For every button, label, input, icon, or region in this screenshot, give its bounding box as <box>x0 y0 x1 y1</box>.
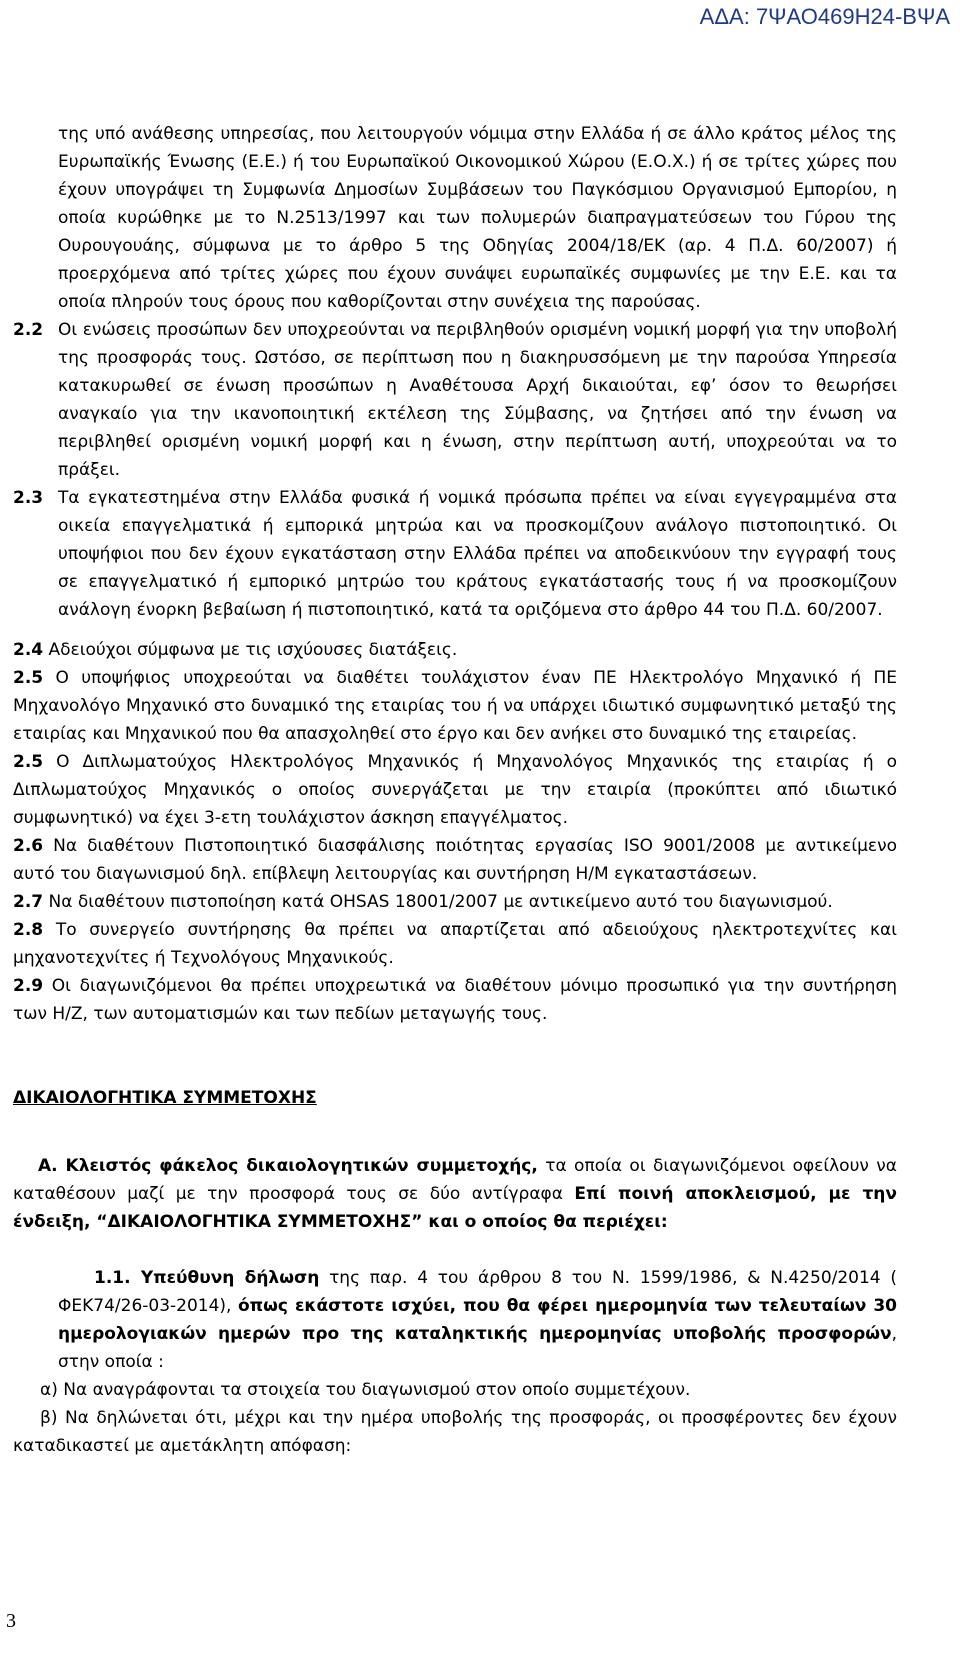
section-a-title: Α. Κλειστός φάκελος δικαιολογητικών συμμετοχής, <box>38 1156 538 1176</box>
clause-2-7 <box>0 888 960 916</box>
sub-item-b: β) Να δηλώνεται ότι, μέχρι και την ημέρα υποβολής της προσφοράς, οι προσφέροντες δεν έχουν καταδικαστεί με αμετάκλητη απόφαση: <box>13 1408 897 1456</box>
clause-2-8 <box>0 916 960 972</box>
items-group-a <box>0 316 960 624</box>
item-1-1-requirement: όπως εκάστοτε ισχύει, που θα φέρει ημερομηνία των τελευταίων 30 ημερολογιακών ημερών προ της καταληκτικής ημερομηνίας υποβολής προσφορών <box>58 1296 897 1344</box>
clause-number: 2.2 <box>13 320 44 340</box>
clause-number: 2.5 <box>13 752 44 772</box>
page-number: 3 <box>6 1610 16 1632</box>
ada-code: ΑΔΑ: 7ΨΑΟ469Η24-ΒΨΑ <box>699 4 950 29</box>
clause-2-2 <box>0 316 960 484</box>
clause-number: 2.8 <box>13 920 44 940</box>
continuation-paragraph: της υπό ανάθεσης υπηρεσίας, που λειτουργούν νόμιμα στην Ελλάδα ή σε άλλο κράτος μέλος της Ευρωπαϊκής Ένωσης (Ε.Ε.) ή του Ευρωπαϊκού Οικονομικού Χώρου (Ε.Ο.Χ.) ή σε τρίτες χώρες που έχουν υπογράψει τη Συμφωνία Δημοσίων Συμβάσεων του Παγκόσμιου Οργανισμού Εμπορίου, η οποία κυρώθηκε με το Ν.2513/1997 και των πολυμερών διαπραγματεύσεων του Γύρου της Ουρουγουάης, σύμφωνα με το άρθρο 5 της Οδηγίας 2004/18/ΕΚ (αρ. 4 Π.Δ. 60/2007) ή προερχόμενα από τρίτες χώρες που έχουν συνάψει ευρωπαϊκές συμφωνίες με την Ε.Ε. και τα οποία πληρούν τους όρους που καθορίζονται στην συνέχεια της παρούσας. <box>58 124 897 312</box>
items-group-b <box>0 636 960 1028</box>
clause-2-4 <box>0 636 960 664</box>
clause-number: 2.5 <box>13 668 44 688</box>
document-body <box>0 120 960 1460</box>
clause-number: 2.3 <box>13 488 44 508</box>
item-1-1-title: 1.1. Υπεύθυνη δήλωση <box>94 1268 320 1288</box>
clause-number: 2.9 <box>13 976 44 996</box>
clause-number: 2.7 <box>13 892 44 912</box>
section-a-paragraph <box>0 1152 960 1236</box>
clause-text: Οι ενώσεις προσώπων δεν υποχρεούνται να περιβληθούν ορισμένη νομική μορφή για την υποβολή της προσφοράς τους. Ωστόσο, σε περίπτωση που η διακηρυσσόμενη με την παρούσα Υπηρεσία κατακυρωθεί σε ένωση προσώπων η Αναθέτουσα Αρχή δικαιούται, εφ’ όσον το θεωρήσει αναγκαίο για την ικανοποιητική εκτέλεση της Σύμβασης, να ζητήσει από την ένωση να περιβληθεί ορισμένη νομική μορφή και η ένωση, στην περίπτωση αυτή, υποχρεούται να το πράξει. <box>58 320 897 480</box>
section-a-requirement: Επί ποινή αποκλεισμού, με την ένδειξη, “ΔΙΚΑΙΟΛΟΓΗΤΙΚΑ ΣΥΜΜΕΤΟΧΗΣ” και ο οποίος θα περιέχει: <box>13 1184 897 1232</box>
item-1-1-tail: , στην οποία : <box>58 1324 897 1372</box>
clause-number: 2.6 <box>13 836 44 856</box>
item-1-1-text: της παρ. 4 του άρθρου 8 του Ν. 1599/1986, & Ν.4250/2014 ( ΦΕΚ74/26-03-2014), <box>58 1268 898 1316</box>
clause-2-3 <box>0 484 960 624</box>
clause-text: Αδειούχοι σύμφωνα με τις ισχύουσες διατάξεις. <box>48 640 458 660</box>
clause-text: Τα εγκατεστημένα στην Ελλάδα φυσικά ή νομικά πρόσωπα πρέπει να είναι εγγεγραμμένα στα οικεία επαγγελματικά ή εμπορικά μητρώα και να προσκομίζουν ανάλογο πιστοποιητικό. Οι υποψήφιοι που δεν έχουν εγκατάσταση στην Ελλάδα πρέπει να αποδεικνύουν την εγγραφή τους σε επαγγελματικό ή εμπορικό μητρώο του κράτους εγκατάστασής τους ή να προσκομίζουν ανάλογη ένορκη βεβαίωση ή πιστοποιητικό, κατά τα οριζόμενα στο άρθρο 44 του Π.Δ. 60/2007. <box>58 488 897 620</box>
clause-text: Ο Διπλωματούχος Ηλεκτρολόγος Μηχανικός ή Μηχανολόγος Μηχανικός της εταιρίας ή ο Διπλωματούχος Μηχανικός ο οποίος συνεργάζεται με την εταιρία (προκύπτει από ιδιωτικό συμφωνητικό) να έχει 3-ετη τουλάχιστον άσκηση επαγγέλματος. <box>13 752 897 828</box>
sub-item-a: α) Να αναγράφονται τα στοιχεία του διαγωνισμού στον οποίο συμμετέχουν. <box>40 1380 691 1400</box>
clause-text: Να διαθέτουν πιστοποίηση κατά OHSAS 18001/2007 με αντικείμενο αυτό του διαγωνισμού. <box>48 892 833 912</box>
clause-text: Το συνεργείο συντήρησης θα πρέπει να απαρτίζεται από αδειούχους ηλεκτροτεχνίτες και μηχανοτεχνίτες ή Τεχνολόγους Μηχανικούς. <box>13 920 898 968</box>
clause-2-5-b <box>0 748 960 832</box>
item-1-1 <box>0 1264 960 1376</box>
clause-text: Ο υποψήφιος υποχρεούται να διαθέτει τουλάχιστον έναν ΠΕ Ηλεκτρολόγο Μηχανικό ή ΠΕ Μηχανολόγο Μηχανικό στο δυναμικό της εταιρίας του ή να υπάρχει ιδιωτικό συμφωνητικό μεταξύ της εταιρίας και Μηχανικού που θα απασχοληθεί στο έργο και δεν ανήκει στο δυναμικό της εταιρείας. <box>13 668 898 744</box>
clause-2-5 <box>0 664 960 748</box>
section-heading: ΔΙΚΑΙΟΛΟΓΗΤΙΚΑ ΣΥΜΜΕΤΟΧΗΣ <box>13 1088 317 1108</box>
clause-number: 2.4 <box>13 640 44 660</box>
clause-text: Οι διαγωνιζόμενοι θα πρέπει υποχρεωτικά να διαθέτουν μόνιμο προσωπικό για την συντήρηση των Η/Ζ, των αυτοματισμών και των πεδίων μεταγωγής τους. <box>13 976 898 1024</box>
clause-2-9 <box>0 972 960 1028</box>
clause-text: Να διαθέτουν Πιστοποιητικό διασφάλισης ποιότητας εργασίας ISO 9001/2008 με αντικείμενο αυτό του διαγωνισμού δηλ. επίβλεψη λειτουργίας και συντήρηση Η/Μ εγκαταστάσεων. <box>13 836 897 884</box>
clause-2-6 <box>0 832 960 888</box>
section-a-text: τα οποία οι διαγωνιζόμενοι οφείλουν να καταθέσουν μαζί με την προσφορά τους σε δύο αντίγραφα <box>13 1156 898 1204</box>
